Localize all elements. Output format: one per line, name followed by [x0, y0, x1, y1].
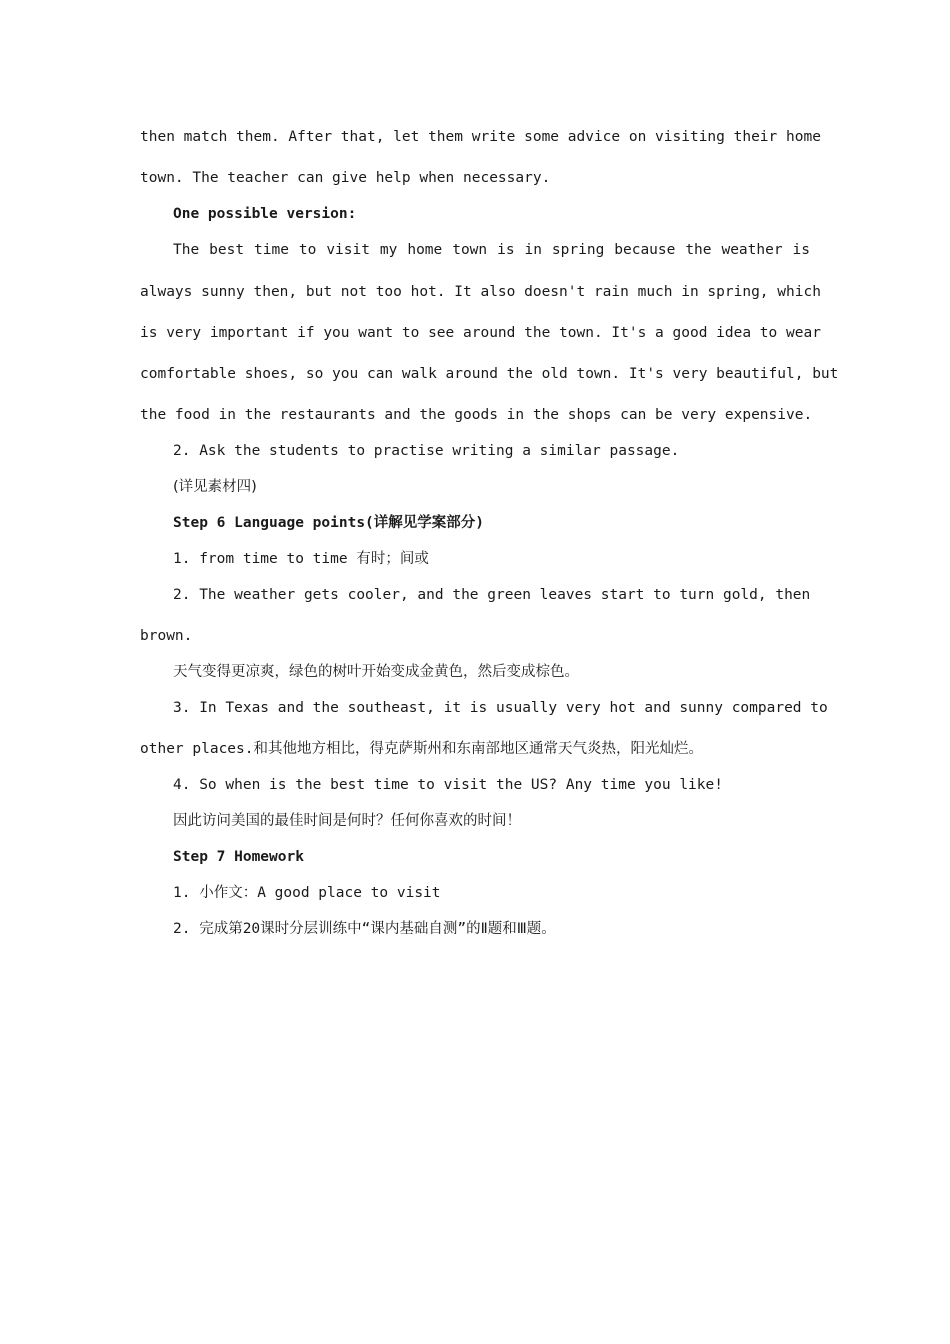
- reference-note: (详见素材四): [173, 479, 257, 495]
- paragraph-line: comfortable shoes, so you can walk around the old town. It's very beautiful, but: [140, 366, 839, 382]
- paragraph-line: other places.和其他地方相比，得克萨斯州和东南部地区通常天气炎热，阳光灿烂。: [140, 741, 703, 757]
- list-item: 4. So when is the best time to visit the US? Any time you like!: [173, 777, 723, 793]
- paragraph-line: the food in the restaurants and the goods in the shops can be very expensive.: [140, 407, 813, 423]
- paragraph-line: The best time to visit my home town is in spring because the weather is: [173, 242, 810, 258]
- paragraph-line: town. The teacher can give help when necessary.: [140, 170, 551, 186]
- step-heading: Step 6 Language points(详解见学案部分): [173, 515, 485, 531]
- list-item: 2. The weather gets cooler, and the green leaves start to turn gold, then: [173, 587, 811, 603]
- step-heading: Step 7 Homework: [173, 849, 304, 865]
- list-item: 1. from time to time 有时；间或: [173, 551, 429, 567]
- paragraph-line: always sunny then, but not too hot. It also doesn't rain much in spring, which: [140, 284, 821, 300]
- translation-line: 因此访问美国的最佳时间是何时？任何你喜欢的时间！: [173, 813, 521, 829]
- paragraph-line: brown.: [140, 628, 193, 644]
- list-item: 1. 小作文：A good place to visit: [173, 885, 441, 901]
- list-item: 2. 完成第20课时分层训练中“课内基础自测”的Ⅱ题和Ⅲ题。: [173, 921, 556, 937]
- list-item: 2. Ask the students to practise writing a similar passage.: [173, 443, 680, 459]
- paragraph-line: then match them. After that, let them write some advice on visiting their home: [140, 129, 821, 145]
- paragraph-line: is very important if you want to see around the town. It's a good idea to wear: [140, 325, 821, 341]
- list-item: 3. In Texas and the southeast, it is usually very hot and sunny compared to: [173, 700, 828, 716]
- translation-line: 天气变得更凉爽，绿色的树叶开始变成金黄色，然后变成棕色。: [173, 664, 579, 680]
- section-label: One possible version:: [173, 206, 357, 222]
